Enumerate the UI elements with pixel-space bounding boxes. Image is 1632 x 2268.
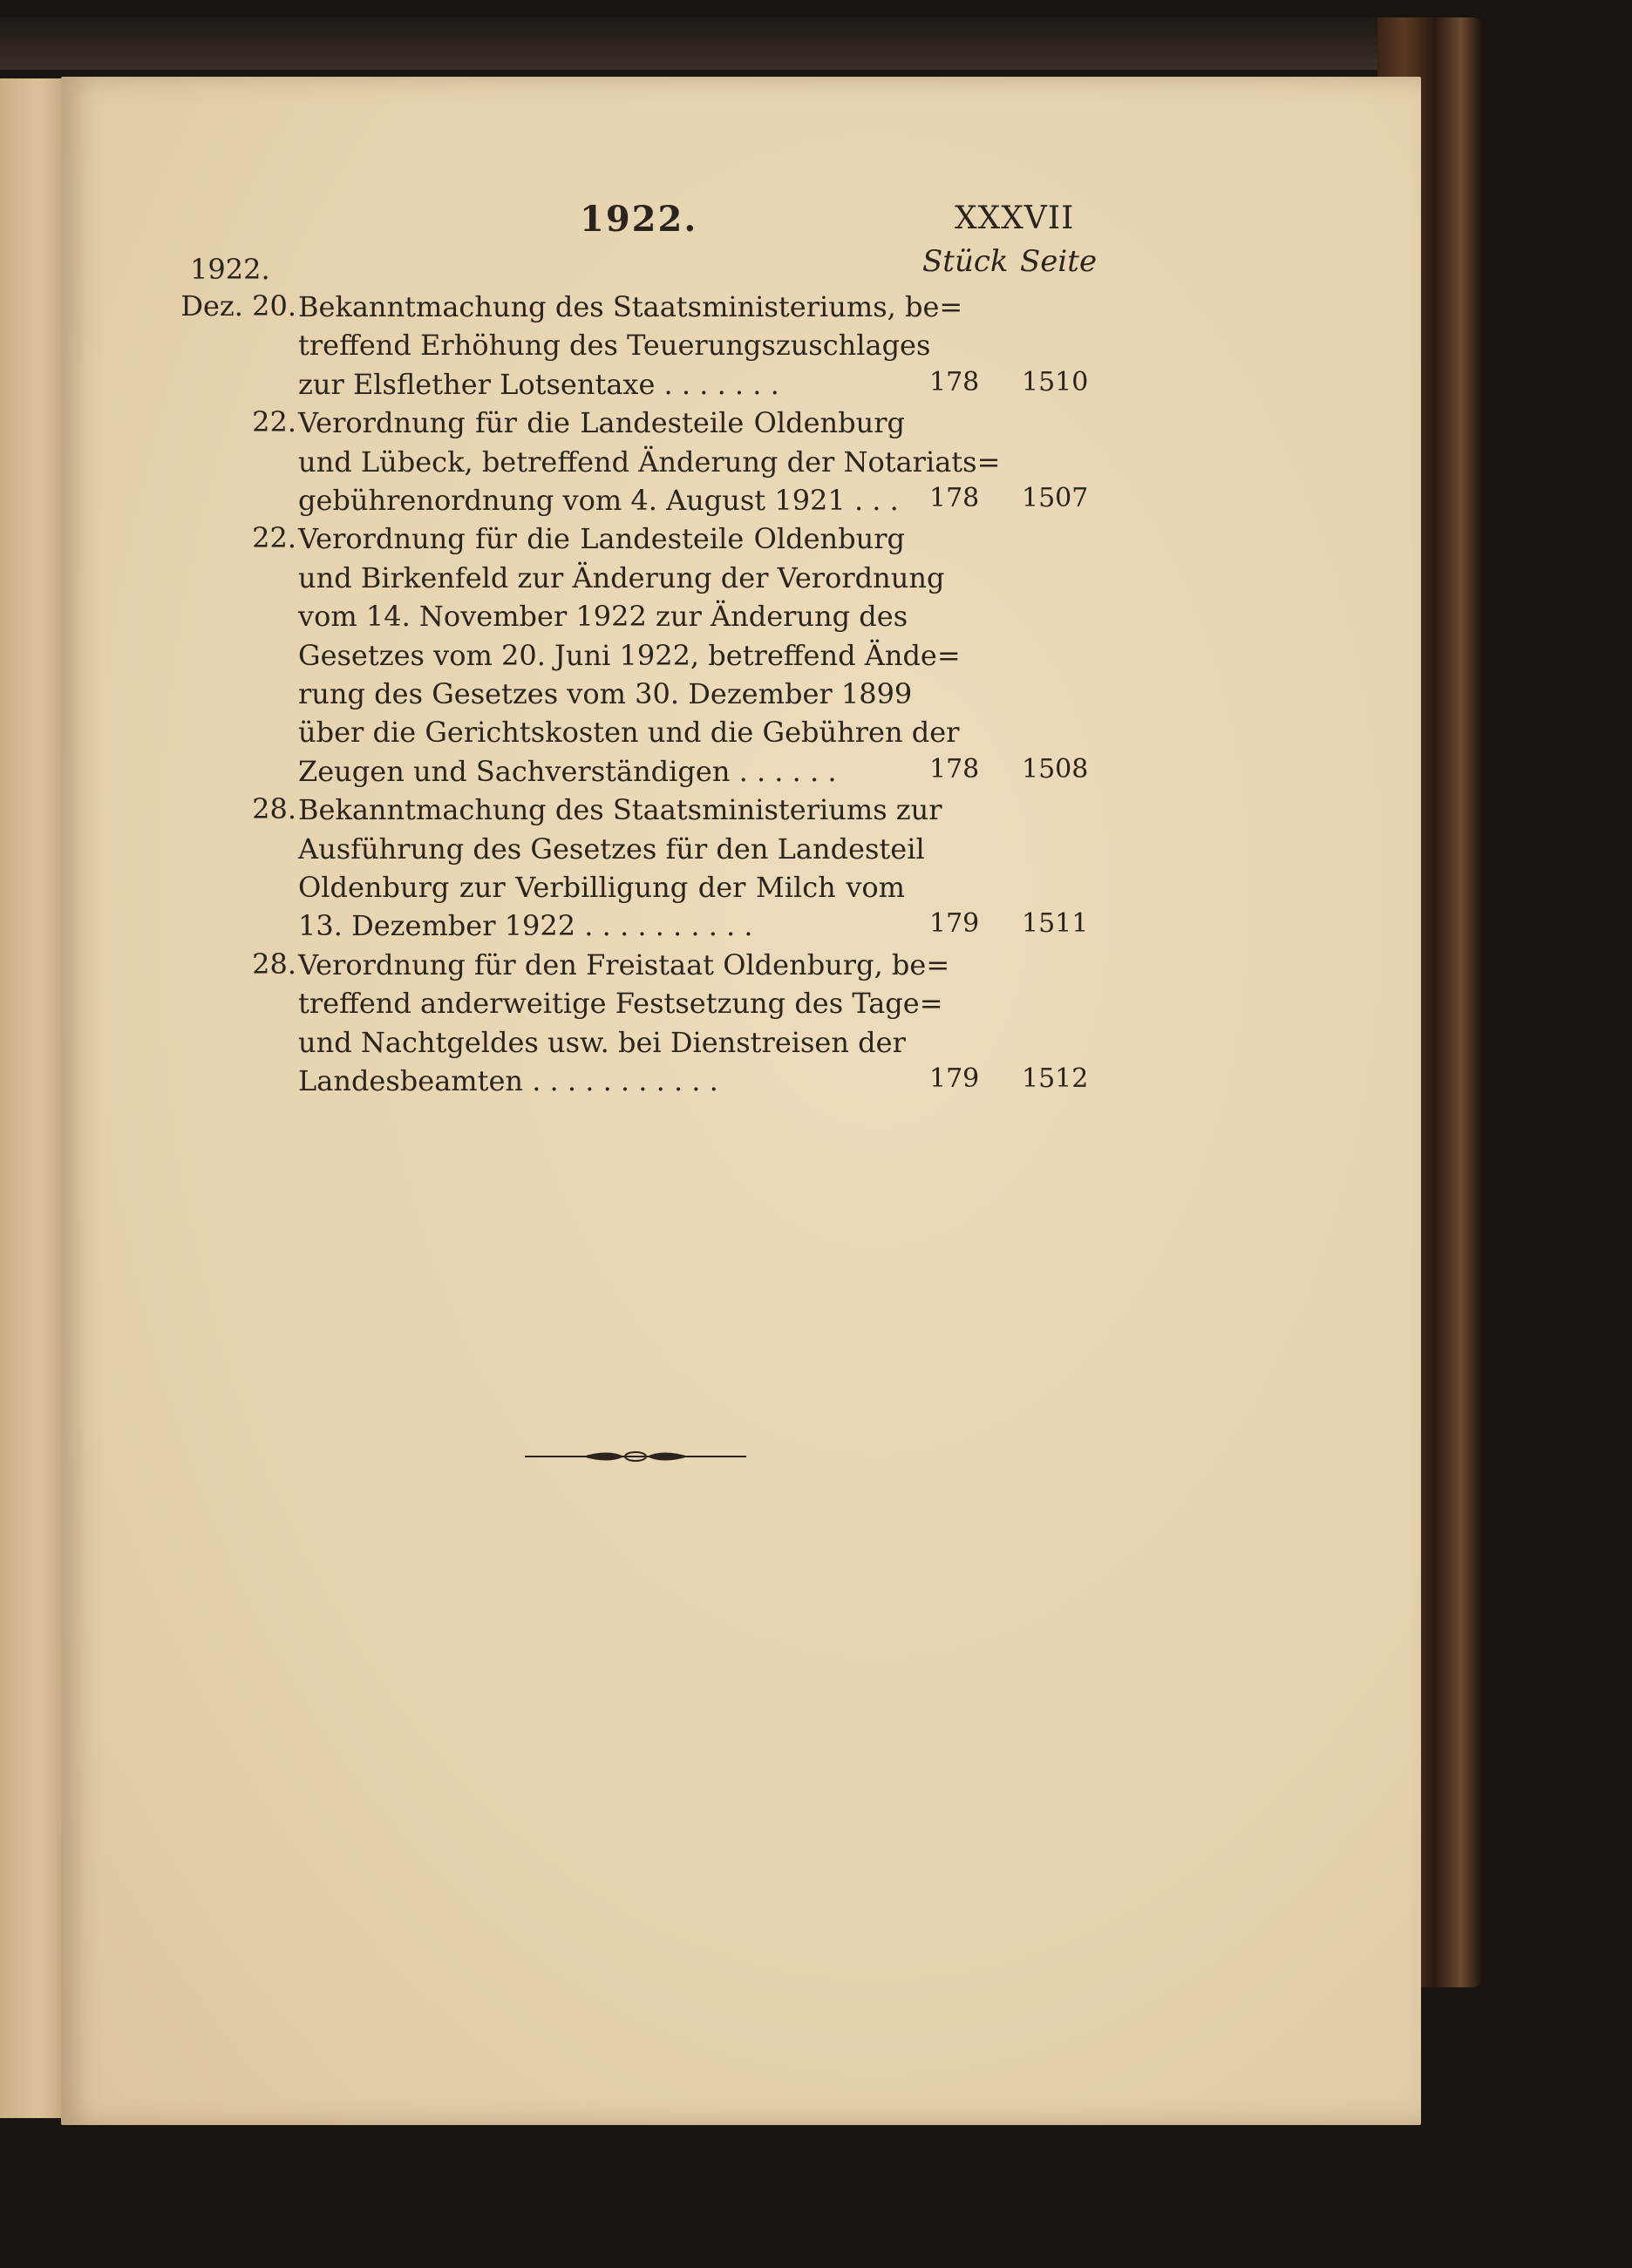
entry-date: 22. [252, 405, 296, 439]
entry-date: 28. [252, 947, 296, 981]
entry-date: 28. [252, 792, 296, 826]
entry-text-line: Verordnung für die Landesteile Oldenburg [298, 522, 905, 556]
entry-text-line: über die Gerichtskosten und die Gebühren der [298, 716, 960, 750]
entry-text-line: 13. Dezember 1922 . . . . . . . . . . [298, 909, 753, 943]
entry-stueck: 178 [929, 482, 980, 513]
entry-text-line: treffend Erhöhung des Teuerungszuschlages [298, 329, 931, 363]
running-head-year: 1922. [580, 199, 698, 240]
entry-text-line: vom 14. November 1922 zur Änderung des [298, 600, 908, 634]
entry-text-line: Ausführung des Gesetzes für den Landesteil [298, 832, 925, 866]
entry-text-line: Gesetzes vom 20. Juni 1922, betreffend Ände= [298, 638, 961, 672]
entry-stueck: 179 [929, 908, 980, 940]
entry-seite: 1511 [1022, 908, 1089, 940]
column-year-label: 1922. [190, 253, 270, 286]
entry-text-line: treffend anderweitige Festsetzung des Tage= [298, 987, 943, 1021]
entry-text-line: und Birkenfeld zur Änderung der Verordnung [298, 560, 945, 594]
entry-text-line: Verordnung für den Freistaat Oldenburg, be= [298, 947, 950, 981]
entry-date: Dez. 20. [180, 289, 296, 323]
entry-text-line: und Lübeck, betreffend Änderung der Notariats= [298, 445, 1001, 479]
entry-text-line: und Nachtgeldes usw. bei Dienstreisen der [298, 1025, 906, 1059]
entry-text-line: Bekanntmachung des Staatsministeriums, be= [298, 290, 963, 323]
column-stueck-header: Stück [922, 244, 1009, 279]
entry-text-line: Oldenburg zur Verbilligung der Milch vom [298, 870, 905, 904]
entry-seite: 1510 [1022, 366, 1089, 397]
entry-stueck: 178 [929, 753, 980, 784]
column-seite-header: Seite [1020, 244, 1098, 279]
entry-text-line: Verordnung für die Landesteile Oldenburg [298, 406, 905, 440]
entry-date: 22. [252, 521, 296, 555]
entry-text-line: gebührenordnung vom 4. August 1921 . . . [298, 483, 899, 517]
book-top-edge [0, 17, 1465, 70]
entry-stueck: 179 [929, 1063, 980, 1094]
page-number: XXXVII [955, 200, 1075, 236]
entry-text-line: Zeugen und Sachverständigen . . . . . . [298, 754, 837, 788]
entry-seite: 1512 [1022, 1063, 1089, 1094]
entry-seite: 1508 [1022, 753, 1089, 784]
entry-stueck: 178 [929, 366, 980, 397]
entry-text-line: Bekanntmachung des Staatsministeriums zur [298, 793, 942, 827]
entry-seite: 1507 [1022, 482, 1089, 513]
entry-text-line: Landesbeamten . . . . . . . . . . . [298, 1063, 718, 1097]
entry-text-line: rung des Gesetzes vom 30. Dezember 1899 [298, 676, 913, 710]
entry-text-line: zur Elsflether Lotsentaxe . . . . . . . [298, 367, 779, 401]
ornament-divider [521, 1445, 750, 1468]
